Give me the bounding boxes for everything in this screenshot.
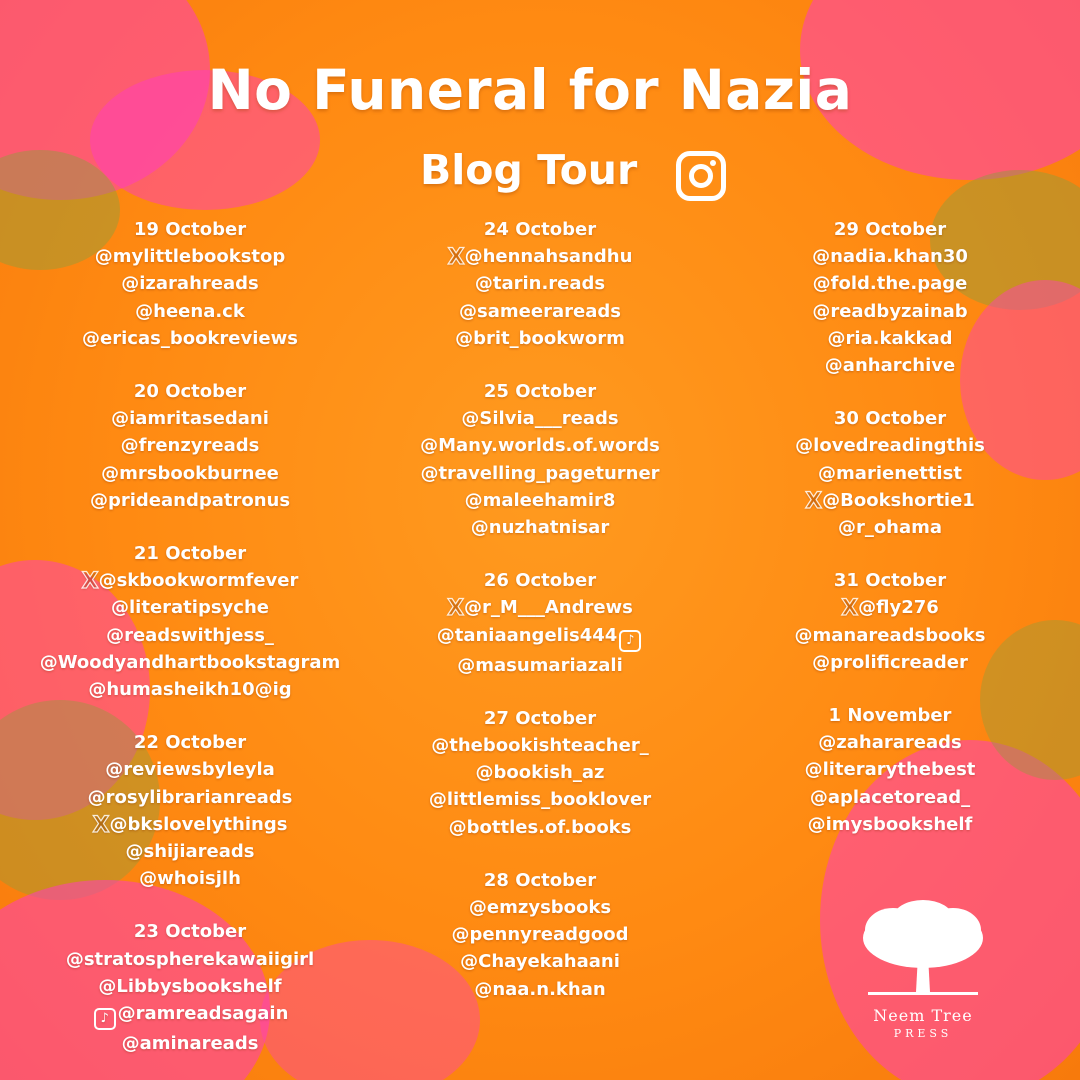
x-twitter-icon: X (841, 596, 859, 622)
blogger-handle-row (0, 325, 380, 352)
blogger-handle: @heena.ck (135, 300, 245, 322)
blogger-handle-row (0, 432, 380, 459)
tour-date: 20 October (133, 381, 247, 403)
tiktok-icon: ♪ (94, 1008, 116, 1030)
blogger-handle-row (350, 514, 730, 541)
tour-day (0, 918, 380, 1057)
tiktok-icon: ♪ (619, 630, 641, 652)
blogger-handle-row (350, 759, 730, 786)
tour-title: No Funeral for Nazia (207, 58, 853, 122)
blogger-handle-row (700, 594, 1080, 621)
blogger-handle: @whoisjlh (139, 868, 241, 890)
blogger-handle-row (0, 270, 380, 297)
blogger-handle-row (700, 622, 1080, 649)
blogger-handle-row (700, 243, 1080, 270)
blogger-handle-row (350, 622, 730, 652)
blogger-handle: @frenzyreads (120, 435, 260, 457)
tour-date: 30 October (833, 408, 947, 430)
blogger-handle-row (0, 676, 380, 703)
blogger-handle-row (350, 594, 730, 621)
tree-logo-icon (858, 900, 988, 1000)
x-twitter-icon: X (92, 812, 110, 838)
tour-day (700, 216, 1080, 379)
blogger-handle: @izarahreads (121, 273, 259, 295)
tour-date: 28 October (483, 869, 597, 891)
tour-day (700, 567, 1080, 676)
blogger-handle-row (700, 811, 1080, 838)
tour-day (350, 216, 730, 352)
blogger-handle-row (0, 756, 380, 783)
blogger-handle-row (0, 405, 380, 432)
blogger-handle: @nuzhatnisar (470, 517, 610, 539)
blogger-handle-row (350, 976, 730, 1003)
tour-day (350, 378, 730, 541)
blogger-handle-row (350, 405, 730, 432)
tour-date: 29 October (833, 219, 947, 240)
tour-date: 19 October (133, 219, 247, 240)
blogger-handle: @lovedreadingthis (795, 435, 985, 457)
blogger-handle-row (0, 865, 380, 892)
blogger-handle-row (350, 948, 730, 975)
blogger-handle: @prolificreader (812, 651, 968, 673)
tour-day (700, 702, 1080, 838)
blogger-handle: @brit_bookworm (455, 327, 625, 349)
publisher-sub: PRESS (893, 1027, 953, 1040)
blogger-handle: @anharchive (824, 355, 956, 377)
tour-subtitle: Blog Tour (420, 146, 638, 194)
blogger-handle-row (0, 243, 380, 270)
blogger-handle: @ria.kakkad (827, 327, 953, 349)
blogger-handle-row (350, 460, 730, 487)
blogger-handle-row (0, 946, 380, 973)
blogger-handle-row (700, 270, 1080, 297)
blogger-handle-row (700, 729, 1080, 756)
tour-day (0, 216, 380, 352)
tour-day (0, 729, 380, 892)
blogger-handle: @travelling_pageturner (420, 462, 660, 484)
blogger-handle-row (700, 514, 1080, 541)
x-twitter-icon: X (805, 488, 823, 514)
blogger-handle: @humasheikh10@ig (88, 679, 292, 701)
tour-date: 1 November (828, 705, 952, 727)
tour-date: 21 October (133, 543, 247, 565)
blogger-handle: @prideandpatronus (89, 489, 291, 511)
blogger-handle-row (700, 756, 1080, 783)
blogger-handle-row (350, 325, 730, 352)
tour-date: 31 October (833, 570, 947, 592)
tour-date: 26 October (483, 570, 597, 592)
publisher-name: Neem Tree (873, 1006, 973, 1025)
blogger-handle-row (700, 487, 1080, 514)
blogger-handle: @manareadsbooks (794, 624, 986, 646)
blogger-handle: @marienettist (818, 462, 962, 484)
x-twitter-icon: X (447, 596, 465, 622)
blogger-handle: @maleehamir8 (464, 489, 616, 511)
blogger-handle-row (350, 732, 730, 759)
blogger-handle: @mylittlebookstop (94, 246, 286, 268)
blogger-handle: @littlemiss_booklover (428, 789, 652, 811)
tour-date: 23 October (133, 921, 247, 943)
x-twitter-icon: X (447, 245, 465, 271)
blogger-handle-row (700, 298, 1080, 325)
blogger-handle: @emzysbooks (468, 897, 612, 919)
blogger-handle: @thebookishteacher_ (431, 735, 649, 757)
tour-date: 22 October (133, 732, 247, 754)
tour-day (350, 867, 730, 1003)
x-twitter-icon: X (81, 569, 99, 595)
blogger-handle-row (700, 649, 1080, 676)
blogger-handle: @masumariazali (457, 654, 623, 676)
blogger-handle-row (700, 784, 1080, 811)
schedule-column-3 (700, 216, 1080, 864)
blogger-handle: @fold.the.page (812, 273, 968, 295)
blogger-handle: @readbyzainab (812, 300, 968, 322)
blogger-handle: @sameerareads (459, 300, 621, 322)
blogger-handle: @nadia.khan30 (812, 246, 968, 268)
blogger-handle-row (0, 567, 380, 594)
blogger-handle: @literatipsyche (111, 597, 269, 619)
blogger-handle: @aplacetoread_ (809, 786, 971, 808)
blogger-handle: @imysbookshelf (807, 813, 973, 835)
blogger-handle: @Chayekahaani (460, 951, 620, 973)
blogger-handle: @Silvia___reads (461, 408, 619, 430)
blogger-handle-row (350, 786, 730, 813)
blogger-handle-row (350, 652, 730, 679)
blogger-handle-row (0, 973, 380, 1000)
blogger-handle: @naa.n.khan (474, 978, 606, 1000)
blogger-handle-row (0, 649, 380, 676)
blogger-handle-row (350, 814, 730, 841)
blogger-handle-row (700, 325, 1080, 352)
blogger-handle: @mrsbookburnee (101, 462, 279, 484)
blogger-handle: @iamritasedani (111, 408, 269, 430)
tour-date: 25 October (483, 381, 597, 403)
blogger-handle: @bkslovelythings (109, 813, 288, 835)
blogger-handle-row (0, 784, 380, 811)
blogger-handle: @shijiareads (125, 841, 255, 863)
tour-day (350, 567, 730, 679)
tour-day (350, 705, 730, 841)
blogger-handle-row (700, 432, 1080, 459)
blogger-handle: @zaharareads (818, 732, 962, 754)
blogger-handle: @Woodyandhartbookstagram (39, 651, 341, 673)
blogger-handle: @ramreadsagain (117, 1003, 289, 1025)
blogger-handle: @taniaangelis444 (436, 624, 618, 646)
blogger-handle: @skbookwormfever (98, 570, 299, 592)
blogger-handle: @Many.worlds.of.words (420, 435, 660, 457)
blogger-handle-row (0, 622, 380, 649)
blogger-handle: @hennahsandhu (464, 246, 633, 268)
blogger-handle: @tarin.reads (474, 273, 606, 295)
blogger-handle-row (0, 1030, 380, 1057)
blogger-handle: @bottles.of.books (448, 816, 632, 838)
blogger-handle: @r_ohama (837, 517, 943, 539)
tour-date: 24 October (483, 219, 597, 240)
blogger-handle: @fly276 (858, 597, 939, 619)
schedule-column-1 (0, 216, 380, 1080)
blogger-handle: @Bookshortie1 (822, 489, 975, 511)
blogger-handle: @stratospherekawaiigirl (65, 948, 315, 970)
blogger-handle: @aminareads (121, 1033, 259, 1055)
blogger-handle: @readswithjess_ (106, 624, 274, 646)
blogger-handle-row (0, 811, 380, 838)
blogger-handle: @rosylibrarianreads (87, 786, 293, 808)
blogger-handle-row (350, 298, 730, 325)
tour-day (700, 405, 1080, 541)
blogger-handle-row (350, 243, 730, 270)
blogger-handle: @Libbysbookshelf (98, 975, 282, 997)
blogger-handle-row (350, 432, 730, 459)
blogger-handle: @reviewsbyleyla (105, 759, 275, 781)
schedule-column-2 (350, 216, 730, 1029)
blogger-handle-row (350, 921, 730, 948)
blogger-handle-row (350, 894, 730, 921)
blogger-handle-row (0, 460, 380, 487)
blogger-handle-row (0, 487, 380, 514)
tour-date: 27 October (483, 707, 597, 729)
blogger-handle-row (350, 487, 730, 514)
blogger-handle-row (350, 270, 730, 297)
blogger-handle-row (700, 460, 1080, 487)
blogger-handle: @r_M___Andrews (464, 597, 633, 619)
blogger-handle: @ericas_bookreviews (82, 327, 298, 349)
blogger-handle-row (0, 1000, 380, 1030)
blogger-handle-row (0, 298, 380, 325)
blogger-handle: @literarythebest (804, 759, 976, 781)
blogger-handle: @pennyreadgood (451, 924, 629, 946)
blogger-handle: @bookish_az (475, 762, 605, 784)
tour-day (0, 378, 380, 514)
blogger-handle-row (0, 838, 380, 865)
blogger-handle-row (700, 352, 1080, 379)
tour-day (0, 540, 380, 703)
blogger-handle-row (0, 594, 380, 621)
publisher-logo (858, 900, 988, 1040)
instagram-icon (676, 151, 726, 201)
